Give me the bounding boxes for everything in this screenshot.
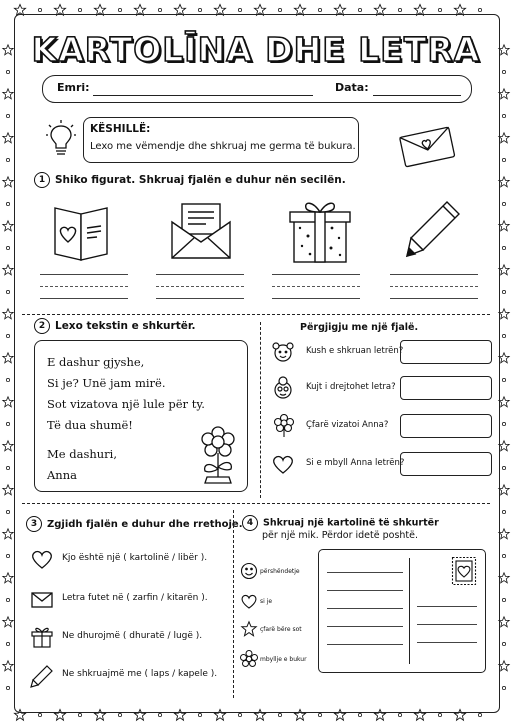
border-dot	[6, 422, 9, 425]
choice-row	[30, 626, 245, 650]
star-icon	[240, 620, 258, 638]
letter-text-box	[34, 340, 248, 492]
idea-item	[240, 620, 316, 640]
answer-box[interactable]	[400, 414, 492, 438]
border-dot	[6, 290, 9, 293]
border-star	[3, 529, 13, 539]
section-2-title: 2 Lexo tekstin e shkurtër.	[34, 318, 196, 334]
border-dot	[502, 334, 505, 337]
heart-icon	[240, 592, 258, 610]
writing-line	[390, 286, 478, 287]
postcard	[318, 549, 486, 673]
postcard-address-line[interactable]	[417, 606, 477, 607]
grandma-face-icon	[270, 376, 296, 400]
flower-icon	[240, 650, 258, 668]
border-dot	[6, 246, 9, 249]
writing-line	[156, 286, 244, 287]
border-dot	[502, 598, 505, 601]
postcard-divider	[409, 558, 410, 664]
border-dot	[118, 713, 121, 716]
question-row	[270, 414, 494, 438]
border-star	[499, 661, 509, 671]
border-dot	[6, 334, 9, 337]
letter-line: Të dua shumë!	[47, 418, 133, 432]
border-star	[499, 309, 509, 319]
border-dot	[118, 8, 121, 11]
border-dot	[6, 114, 9, 117]
writing-line[interactable]	[40, 274, 128, 275]
border-dot	[78, 713, 81, 716]
postcard-message-line[interactable]	[327, 626, 403, 627]
writing-line[interactable]	[390, 274, 478, 275]
border-star	[3, 89, 13, 99]
border-star	[3, 573, 13, 583]
question-text: Çfarë vizatoi Anna?	[306, 420, 389, 430]
border-dot	[502, 70, 505, 73]
border-dot	[502, 246, 505, 249]
border-dot	[198, 713, 201, 716]
girl-face-icon	[270, 340, 296, 364]
border-dot	[6, 378, 9, 381]
border-dot	[6, 510, 9, 513]
border-star	[3, 265, 13, 275]
border-dot	[6, 554, 9, 557]
envelope-heart-icon	[396, 124, 458, 168]
question-text: Kush e shkruan letrën?	[306, 346, 404, 356]
border-dot	[278, 713, 281, 716]
choice-row	[30, 548, 245, 572]
border-star	[3, 133, 13, 143]
border-dot	[6, 158, 9, 161]
name-field[interactable]	[93, 95, 313, 96]
question-row	[270, 340, 494, 364]
border-dot	[398, 713, 401, 716]
border-dot	[6, 642, 9, 645]
border-star	[499, 221, 509, 231]
stamp-heart-icon	[451, 556, 477, 586]
postcard-message-line[interactable]	[327, 644, 403, 645]
idea-text: si je	[260, 598, 273, 605]
border-dot	[438, 8, 441, 11]
border-dot	[238, 8, 241, 11]
section-3-title: 3 Zgjidh fjalën e duhur dhe rrethoje.	[26, 516, 243, 532]
writing-line	[272, 286, 360, 287]
divider-1	[22, 314, 490, 315]
border-dot	[158, 713, 161, 716]
choice-text[interactable]: Letra futet në ( zarfin / kitarën ).	[62, 593, 208, 603]
border-dot	[502, 510, 505, 513]
envelope-letter-icon	[166, 200, 236, 262]
border-dot	[358, 713, 361, 716]
border-dot	[502, 378, 505, 381]
letter-line: Me dashuri,	[47, 447, 117, 461]
border-star	[499, 573, 509, 583]
question-row	[270, 376, 494, 400]
name-date-bar	[42, 75, 472, 103]
tip-title: KËSHILLË:	[90, 123, 151, 135]
border-dot	[502, 642, 505, 645]
choice-text[interactable]: Ne dhurojmë ( dhuratë / lugë ).	[62, 631, 203, 641]
border-star	[499, 617, 509, 627]
border-dot	[502, 466, 505, 469]
border-dot	[502, 290, 505, 293]
border-star	[3, 221, 13, 231]
border-star	[499, 89, 509, 99]
choice-row	[30, 664, 245, 688]
border-dot	[278, 8, 281, 11]
lightbulb-icon	[45, 118, 77, 158]
border-star	[3, 309, 13, 319]
answer-box[interactable]	[400, 376, 492, 400]
border-star	[499, 397, 509, 407]
idea-text: mbyllje e bukur	[260, 656, 307, 663]
postcard-message-line[interactable]	[327, 608, 403, 609]
border-star	[3, 485, 13, 495]
letter-line: E dashur gjyshe,	[47, 355, 145, 369]
vertical-divider-2	[260, 322, 261, 498]
border-dot	[318, 713, 321, 716]
date-label: Data:	[335, 81, 369, 94]
idea-item	[240, 650, 316, 670]
answer-box[interactable]	[400, 340, 492, 364]
border-star	[499, 177, 509, 187]
idea-item	[240, 592, 316, 612]
gift-icon	[30, 626, 54, 648]
border-dot	[398, 8, 401, 11]
question-text: Si e mbyll Anna letrën?	[306, 458, 405, 468]
postcard-message-line[interactable]	[327, 572, 403, 573]
choice-row	[30, 588, 245, 612]
envelope-icon	[30, 590, 54, 610]
answer-title: Përgjigju me një fjalë.	[300, 322, 419, 333]
writing-line	[272, 298, 360, 299]
border-dot	[478, 8, 481, 11]
idea-item	[240, 562, 316, 582]
date-field[interactable]	[373, 95, 461, 96]
border-star	[3, 617, 13, 627]
border-dot	[318, 8, 321, 11]
smiley-icon	[240, 562, 258, 580]
border-dot	[158, 8, 161, 11]
flower-icon	[272, 414, 296, 438]
border-star	[3, 177, 13, 187]
border-dot	[6, 466, 9, 469]
border-dot	[358, 8, 361, 11]
border-dot	[478, 713, 481, 716]
idea-text: përshëndetje	[260, 568, 300, 575]
flower-icon	[195, 425, 241, 485]
question-text: Kujt i drejtohet letra?	[306, 382, 396, 392]
pencil-icon	[403, 196, 465, 260]
border-dot	[502, 158, 505, 161]
question-row	[270, 452, 494, 476]
name-label: Emri:	[57, 81, 90, 94]
writing-line	[40, 298, 128, 299]
border-star	[499, 485, 509, 495]
tip-box	[83, 117, 359, 163]
postcard-address-line[interactable]	[417, 624, 477, 625]
idea-text: çfarë bëre sot	[260, 626, 302, 633]
writing-line	[390, 298, 478, 299]
section-4-title: 4 Shkruaj një kartolinë të shkurtër	[242, 515, 439, 531]
border-star	[499, 441, 509, 451]
border-dot	[78, 8, 81, 11]
heart-icon	[270, 452, 296, 476]
border-dot	[6, 70, 9, 73]
border-dot	[502, 114, 505, 117]
choice-text[interactable]: Kjo është një ( kartolinë / libër ).	[62, 553, 208, 563]
writing-line	[40, 286, 128, 287]
border-dot	[502, 686, 505, 689]
section-4-subtitle: për një mik. Përdor idetë poshtë.	[262, 530, 419, 541]
writing-line	[156, 298, 244, 299]
border-dot	[238, 713, 241, 716]
border-star	[499, 353, 509, 363]
tip-text: Lexo me vëmendje dhe shkruaj me germa të bukura.	[90, 141, 356, 152]
border-star	[3, 441, 13, 451]
postcard-message-line[interactable]	[327, 590, 403, 591]
border-dot	[198, 8, 201, 11]
section-1-title: 1 Shiko figurat. Shkruaj fjalën e duhur nën secilën.	[34, 172, 346, 188]
border-star	[3, 661, 13, 671]
border-star	[499, 529, 509, 539]
heart-icon	[30, 548, 54, 570]
border-star	[3, 353, 13, 363]
letter-line: Sot vizatova një lule për ty.	[47, 397, 205, 411]
writing-line[interactable]	[272, 274, 360, 275]
border-dot	[6, 598, 9, 601]
border-dot	[502, 554, 505, 557]
border-star	[499, 265, 509, 275]
border-star	[499, 133, 509, 143]
border-dot	[6, 686, 9, 689]
page-title: KARTOLĪNA DHE LETRA	[31, 30, 481, 69]
border-dot	[6, 202, 9, 205]
greeting-card-icon	[47, 202, 115, 264]
answer-box[interactable]	[400, 452, 492, 476]
divider-2	[22, 503, 490, 504]
letter-line: Anna	[47, 468, 77, 482]
border-dot	[38, 8, 41, 11]
border-dot	[502, 202, 505, 205]
vertical-divider-3	[233, 510, 234, 698]
border-dot	[38, 713, 41, 716]
choice-text[interactable]: Ne shkruajmë me ( laps / kapele ).	[62, 669, 218, 679]
writing-line[interactable]	[156, 274, 244, 275]
border-dot	[438, 713, 441, 716]
gift-box-icon	[284, 196, 356, 264]
border-dot	[502, 422, 505, 425]
postcard-address-line[interactable]	[417, 642, 477, 643]
border-star	[3, 397, 13, 407]
letter-line: Si je? Unë jam mirë.	[47, 376, 166, 390]
pencil-icon	[30, 664, 54, 688]
